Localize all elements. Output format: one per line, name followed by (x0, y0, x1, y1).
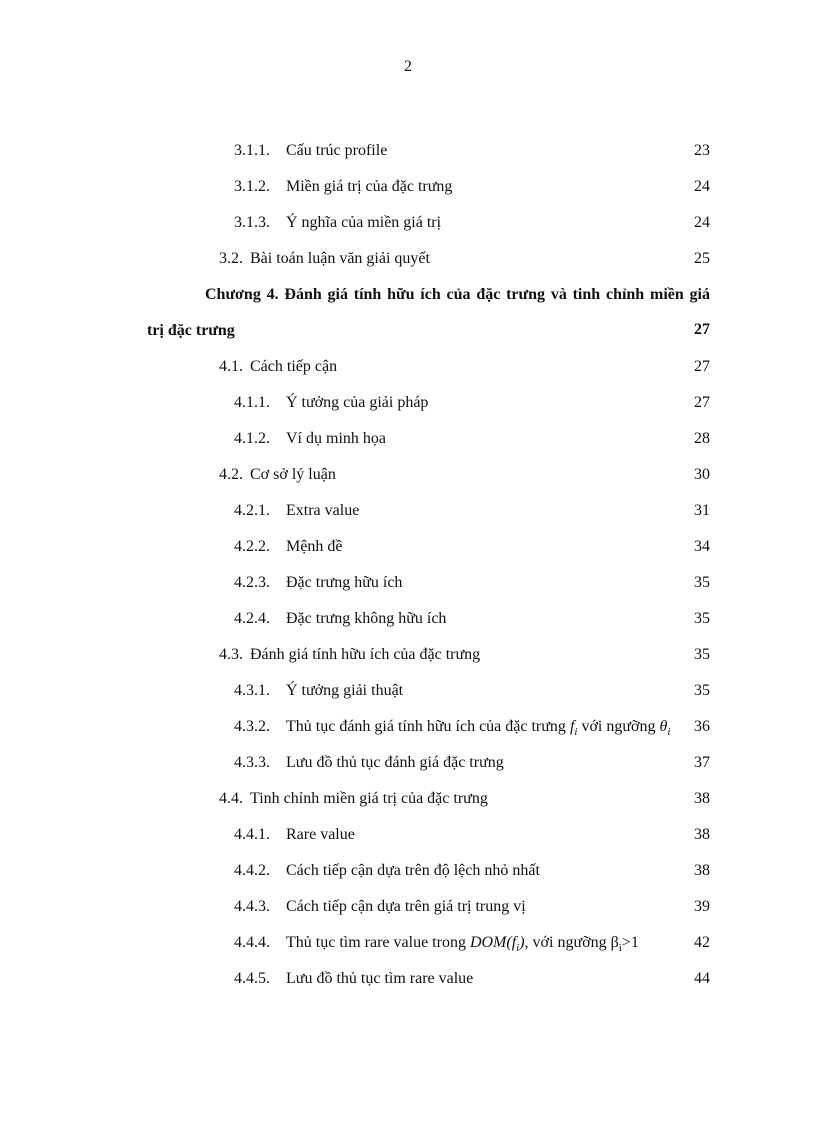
toc-entry-4-1-2[interactable] (234, 428, 694, 450)
toc-entry-page: 35 (694, 574, 710, 591)
toc-entry-page: 42 (694, 934, 710, 951)
toc-entry-title: Đặc trưng không hữu ích (286, 610, 447, 627)
toc-entry-title: Bài toán luận văn giải quyết (250, 250, 430, 267)
toc-chapter-4-page: 27 (694, 321, 710, 338)
toc-entry-4-4-4[interactable] (234, 932, 694, 954)
toc-entry-4-1-1[interactable] (234, 392, 694, 414)
toc-entry-page: 27 (694, 358, 710, 375)
toc-entry-3-1-1[interactable] (234, 140, 694, 162)
toc-entry-title: Đặc trưng hữu ích (286, 574, 403, 591)
toc-entry-title (286, 932, 639, 959)
toc-entry-number: 4.3. (219, 646, 243, 663)
toc-entry-title: Cấu trúc profile (286, 142, 388, 159)
toc-entry-number: 4.2. (219, 466, 243, 483)
toc-entry-page: 39 (694, 898, 710, 915)
math-dom-close: ) (519, 934, 525, 951)
title-text: với ngưỡng (577, 718, 660, 735)
toc-entry-title: Lưu đồ thủ tục đánh giá đặc trưng (286, 754, 504, 771)
toc-entry-number: 4.3.1. (234, 682, 270, 699)
toc-entry-page: 38 (694, 826, 710, 843)
toc-entry-page: 37 (694, 754, 710, 771)
toc-entry-3-2[interactable] (219, 248, 679, 270)
toc-entry-page: 23 (694, 142, 710, 159)
toc-entry-number: 3.1.2. (234, 178, 270, 195)
toc-entry-page: 30 (694, 466, 710, 483)
toc-entry-number: 4.2.3. (234, 574, 270, 591)
toc-entry-4-4-3[interactable] (234, 896, 694, 918)
toc-entry-4-4-2[interactable] (234, 860, 694, 882)
toc-entry-number: 4.3.2. (234, 718, 270, 735)
toc-entry-4-3[interactable] (219, 644, 679, 666)
toc-entry-title: Tinh chỉnh miền giá trị của đặc trưng (250, 790, 488, 807)
toc-entry-title: Miền giá trị của đặc trưng (286, 178, 453, 195)
toc-entry-4-4-1[interactable] (234, 824, 694, 846)
toc-entry-page: 27 (694, 394, 710, 411)
toc-entry-number: 4.4.4. (234, 934, 270, 951)
math-subscript: i (574, 726, 578, 739)
title-text: Thủ tục đánh giá tính hữu ích của đặc trưng (286, 718, 570, 735)
toc-entry-4-2-3[interactable] (234, 572, 694, 594)
toc-entry-title: Cách tiếp cận dựa trên độ lệch nhỏ nhất (286, 862, 540, 879)
toc-entry-4-1[interactable] (219, 356, 679, 378)
toc-entry-title: Cách tiếp cận dựa trên giá trị trung vị (286, 898, 526, 915)
toc-entry-title: Ý nghĩa của miền giá trị (286, 214, 442, 231)
toc-entry-number: 3.1.1. (234, 142, 270, 159)
toc-entry-number: 4.2.1. (234, 502, 270, 519)
toc-entry-3-1-2[interactable] (234, 176, 694, 198)
math-f: f (569, 718, 575, 735)
toc-entry-page: 38 (694, 862, 710, 879)
toc-entry-title: Extra value (286, 502, 360, 519)
toc-entry-title: Mệnh đề (286, 538, 343, 555)
toc-entry-title: Lưu đồ thủ tục tìm rare value (286, 970, 474, 987)
math-dom: DOM(f (469, 934, 517, 951)
toc-entry-4-4[interactable] (219, 788, 679, 810)
toc-entry-page: 28 (694, 430, 710, 447)
toc-entry-number: 4.1.1. (234, 394, 270, 411)
toc-entry-number: 4.2.4. (234, 610, 270, 627)
toc-entry-4-2[interactable] (219, 464, 679, 486)
toc-entry-title: Cơ sở lý luận (250, 466, 336, 483)
toc-entry-number: 4.3.3. (234, 754, 270, 771)
title-text: , với ngưỡng β (524, 934, 619, 951)
toc-entry-number: 4.4.1. (234, 826, 270, 843)
toc-entry-title: Cách tiếp cận (250, 358, 338, 375)
toc-entry-4-2-4[interactable] (234, 608, 694, 630)
title-text: Thủ tục tìm rare value trong (286, 934, 470, 951)
title-text: >1 (621, 934, 639, 951)
toc-entry-number: 4.4.2. (234, 862, 270, 879)
toc-entry-number: 4.4.5. (234, 970, 270, 987)
toc-entry-number: 3.2. (219, 250, 243, 267)
toc-entry-title: Ý tưởng giải thuật (286, 682, 404, 699)
math-subscript: i (516, 942, 520, 955)
toc-entry-title (286, 716, 670, 743)
toc-entry-number: 4.4. (219, 790, 243, 807)
toc-entry-page: 44 (694, 970, 710, 987)
toc-entry-4-3-1[interactable] (234, 680, 694, 702)
toc-entry-4-2-1[interactable] (234, 500, 694, 522)
toc-entry-number: 4.1. (219, 358, 243, 375)
toc-entry-title: Ví dụ minh họa (286, 430, 386, 447)
toc-entry-page: 24 (694, 214, 710, 231)
toc-entry-page: 35 (694, 646, 710, 663)
toc-entry-page: 38 (694, 790, 710, 807)
math-theta: θ (659, 718, 668, 735)
toc-entry-4-2-2[interactable] (234, 536, 694, 558)
page-number: 2 (404, 58, 412, 75)
toc-entry-number: 3.1.3. (234, 214, 270, 231)
toc-entry-title: Rare value (286, 826, 355, 843)
toc-entry-page: 25 (694, 250, 710, 267)
math-subscript: i (667, 726, 671, 739)
toc-entry-title: Ý tưởng của giải pháp (286, 394, 429, 411)
toc-entry-page: 35 (694, 610, 710, 627)
toc-entry-page: 34 (694, 538, 710, 555)
toc-chapter-4-title-cont[interactable]: trị đặc trưng (147, 322, 235, 339)
toc-entry-number: 4.4.3. (234, 898, 270, 915)
toc-entry-title: Đánh giá tính hữu ích của đặc trưng (250, 646, 481, 663)
toc-entry-number: 4.2.2. (234, 538, 270, 555)
toc-entry-page: 36 (694, 718, 710, 735)
math-subscript: i (618, 942, 622, 955)
toc-entry-page: 31 (694, 502, 710, 519)
toc-chapter-4-title[interactable]: Chương 4. Đánh giá tính hữu ích của đặc trưng và tinh chỉnh miền giá (205, 286, 710, 303)
toc-entry-3-1-3[interactable] (234, 212, 694, 234)
toc-entry-page: 35 (694, 682, 710, 699)
toc-entry-4-4-5[interactable] (234, 968, 694, 990)
toc-entry-4-3-3[interactable] (234, 752, 694, 774)
toc-entry-4-3-2[interactable] (234, 716, 694, 738)
toc-entry-page: 24 (694, 178, 710, 195)
toc-entry-number: 4.1.2. (234, 430, 270, 447)
